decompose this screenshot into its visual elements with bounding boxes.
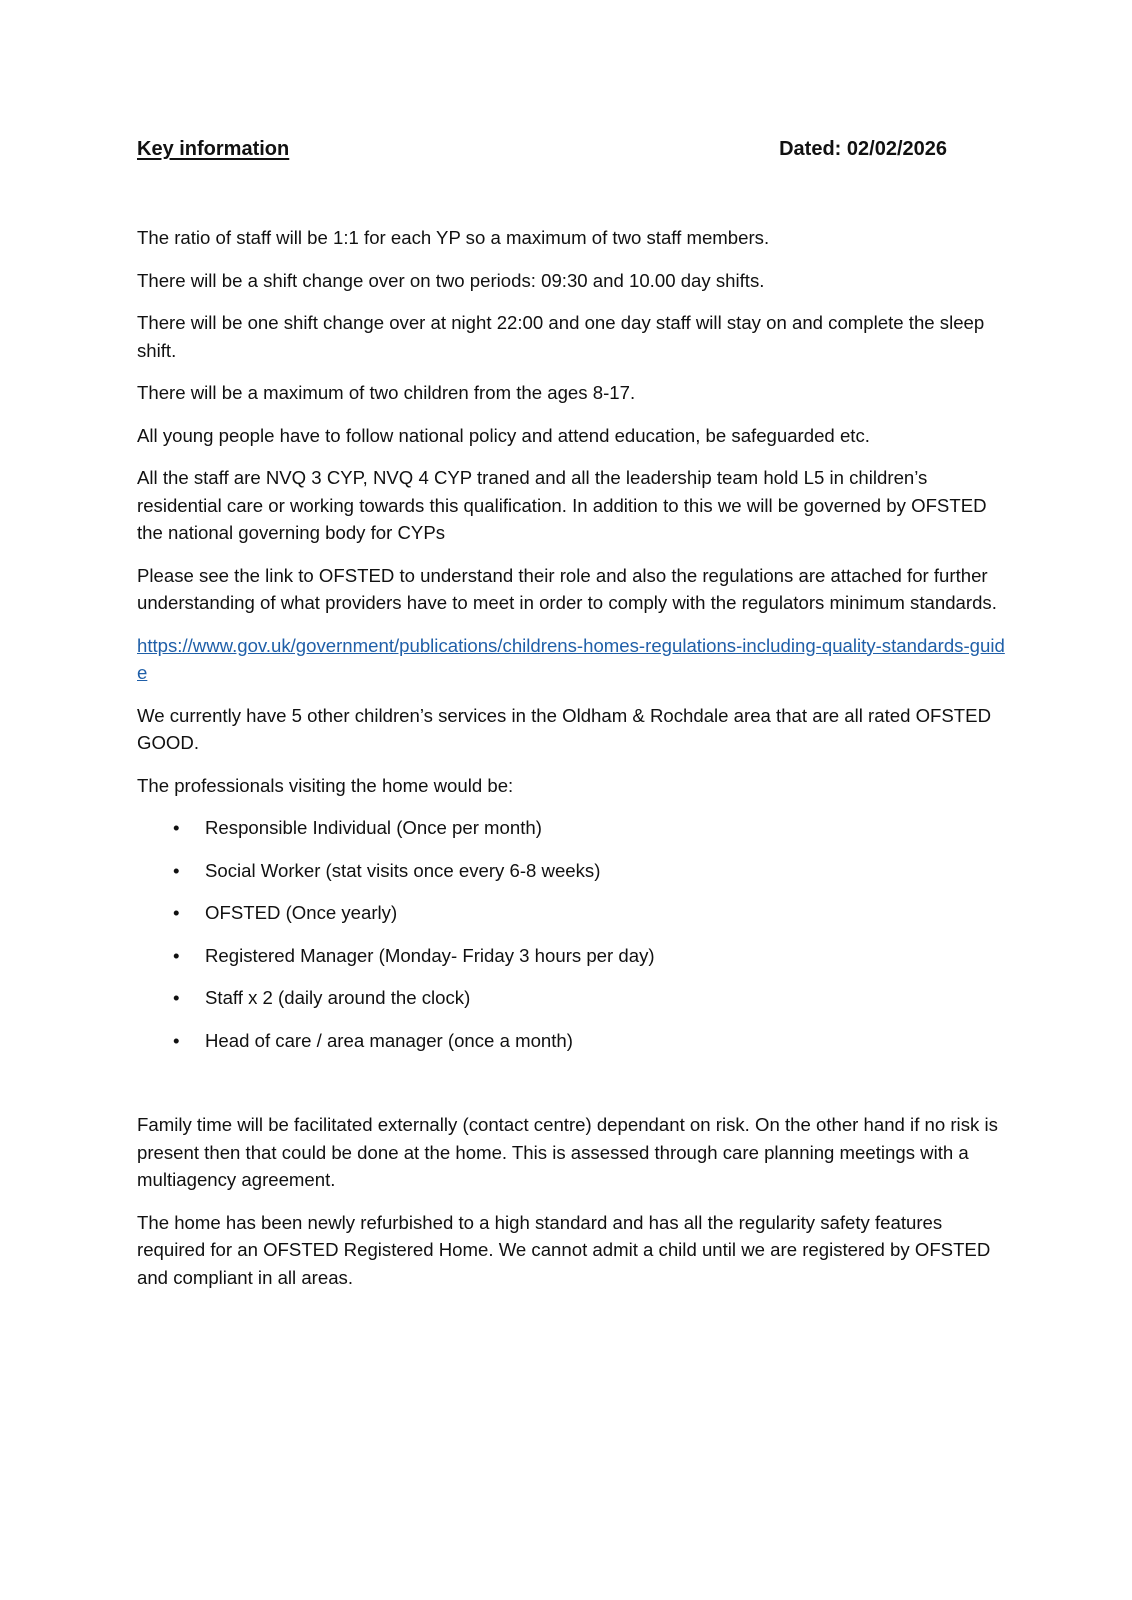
paragraph-ofsted-link-intro: Please see the link to OFSTED to understand their role and also the regulations are attached for further understanding of what providers have to meet in order to comply with the regulators minimum standards. xyxy=(137,564,997,613)
paragraph-night-shift: There will be one shift change over at night 22:00 and one day staff will stay on and complete the sleep shift. xyxy=(137,312,985,361)
document-date: Dated: 02/02/2026 xyxy=(779,138,947,160)
list-item-text: Staff x 2 (daily around the clock) xyxy=(205,987,471,1008)
paragraph-day-shifts: There will be a shift change over on two periods: 09:30 and 10.00 day shifts. xyxy=(137,269,765,291)
bullet-icon: • xyxy=(173,944,180,966)
paragraph-family-time: Family time will be facilitated externally (contact centre) dependant on risk. On the other hand if no risk is present then that could be done at the home. This is assessed through care planning meetings with a multiagency agreement. xyxy=(137,1114,998,1190)
paragraph-staff-ratio: The ratio of staff will be 1:1 for each YP so a maximum of two staff members. xyxy=(137,227,770,248)
bullet-icon: • xyxy=(173,817,180,838)
list-item-text: OFSTED (Once yearly) xyxy=(205,902,398,923)
visitors-list xyxy=(137,814,1007,1054)
bullet-icon: • xyxy=(173,859,180,881)
paragraph-professionals-intro: The professionals visiting the home would be: xyxy=(137,774,514,796)
bullet-icon: • xyxy=(173,1029,180,1051)
bullet-icon: • xyxy=(173,902,180,923)
list-item-text: Head of care / area manager (once a month) xyxy=(205,1029,573,1051)
bullet-icon: • xyxy=(173,987,180,1008)
list-item xyxy=(137,814,1007,842)
list-item xyxy=(137,1027,1007,1055)
document-body xyxy=(137,224,1007,1306)
list-item-text: Registered Manager (Monday- Friday 3 hours per day) xyxy=(205,944,655,966)
spacer xyxy=(137,1069,1007,1111)
list-item xyxy=(137,984,1007,1012)
list-item-text: Responsible Individual (Once per month) xyxy=(205,817,542,838)
list-item xyxy=(137,899,1007,927)
list-item xyxy=(137,857,1007,885)
list-item xyxy=(137,942,1007,970)
paragraph-link xyxy=(137,632,1007,687)
document-title: Key information xyxy=(137,138,290,160)
paragraph-refurbishment: The home has been newly refurbished to a high standard and has all the regularity safety features required for an OFSTED Registered Home. We cannot admit a child until we are registered by OFSTED and compliant in all areas. xyxy=(137,1211,991,1288)
list-item-text: Social Worker (stat visits once every 6-8 weeks) xyxy=(205,859,601,881)
document-header xyxy=(137,138,947,168)
regulations-link[interactable]: https://www.gov.uk/government/publications/childrens-homes-regulations-including-quality-standards-guide xyxy=(137,634,1005,683)
paragraph-other-services: We currently have 5 other children’s services in the Oldham & Rochdale area that are all rated OFSTED GOOD. xyxy=(137,704,991,753)
paragraph-children-ages: There will be a maximum of two children from the ages 8-17. xyxy=(137,382,636,403)
paragraph-staff-qualifications: All the staff are NVQ 3 CYP, NVQ 4 CYP traned and all the leadership team hold L5 in children’s residential care or working towards this qualification. In addition to this we will be governed by OFSTED the national governing body for CYPs xyxy=(137,467,987,543)
paragraph-national-policy: All young people have to follow national policy and attend education, be safeguarded etc. xyxy=(137,424,870,446)
